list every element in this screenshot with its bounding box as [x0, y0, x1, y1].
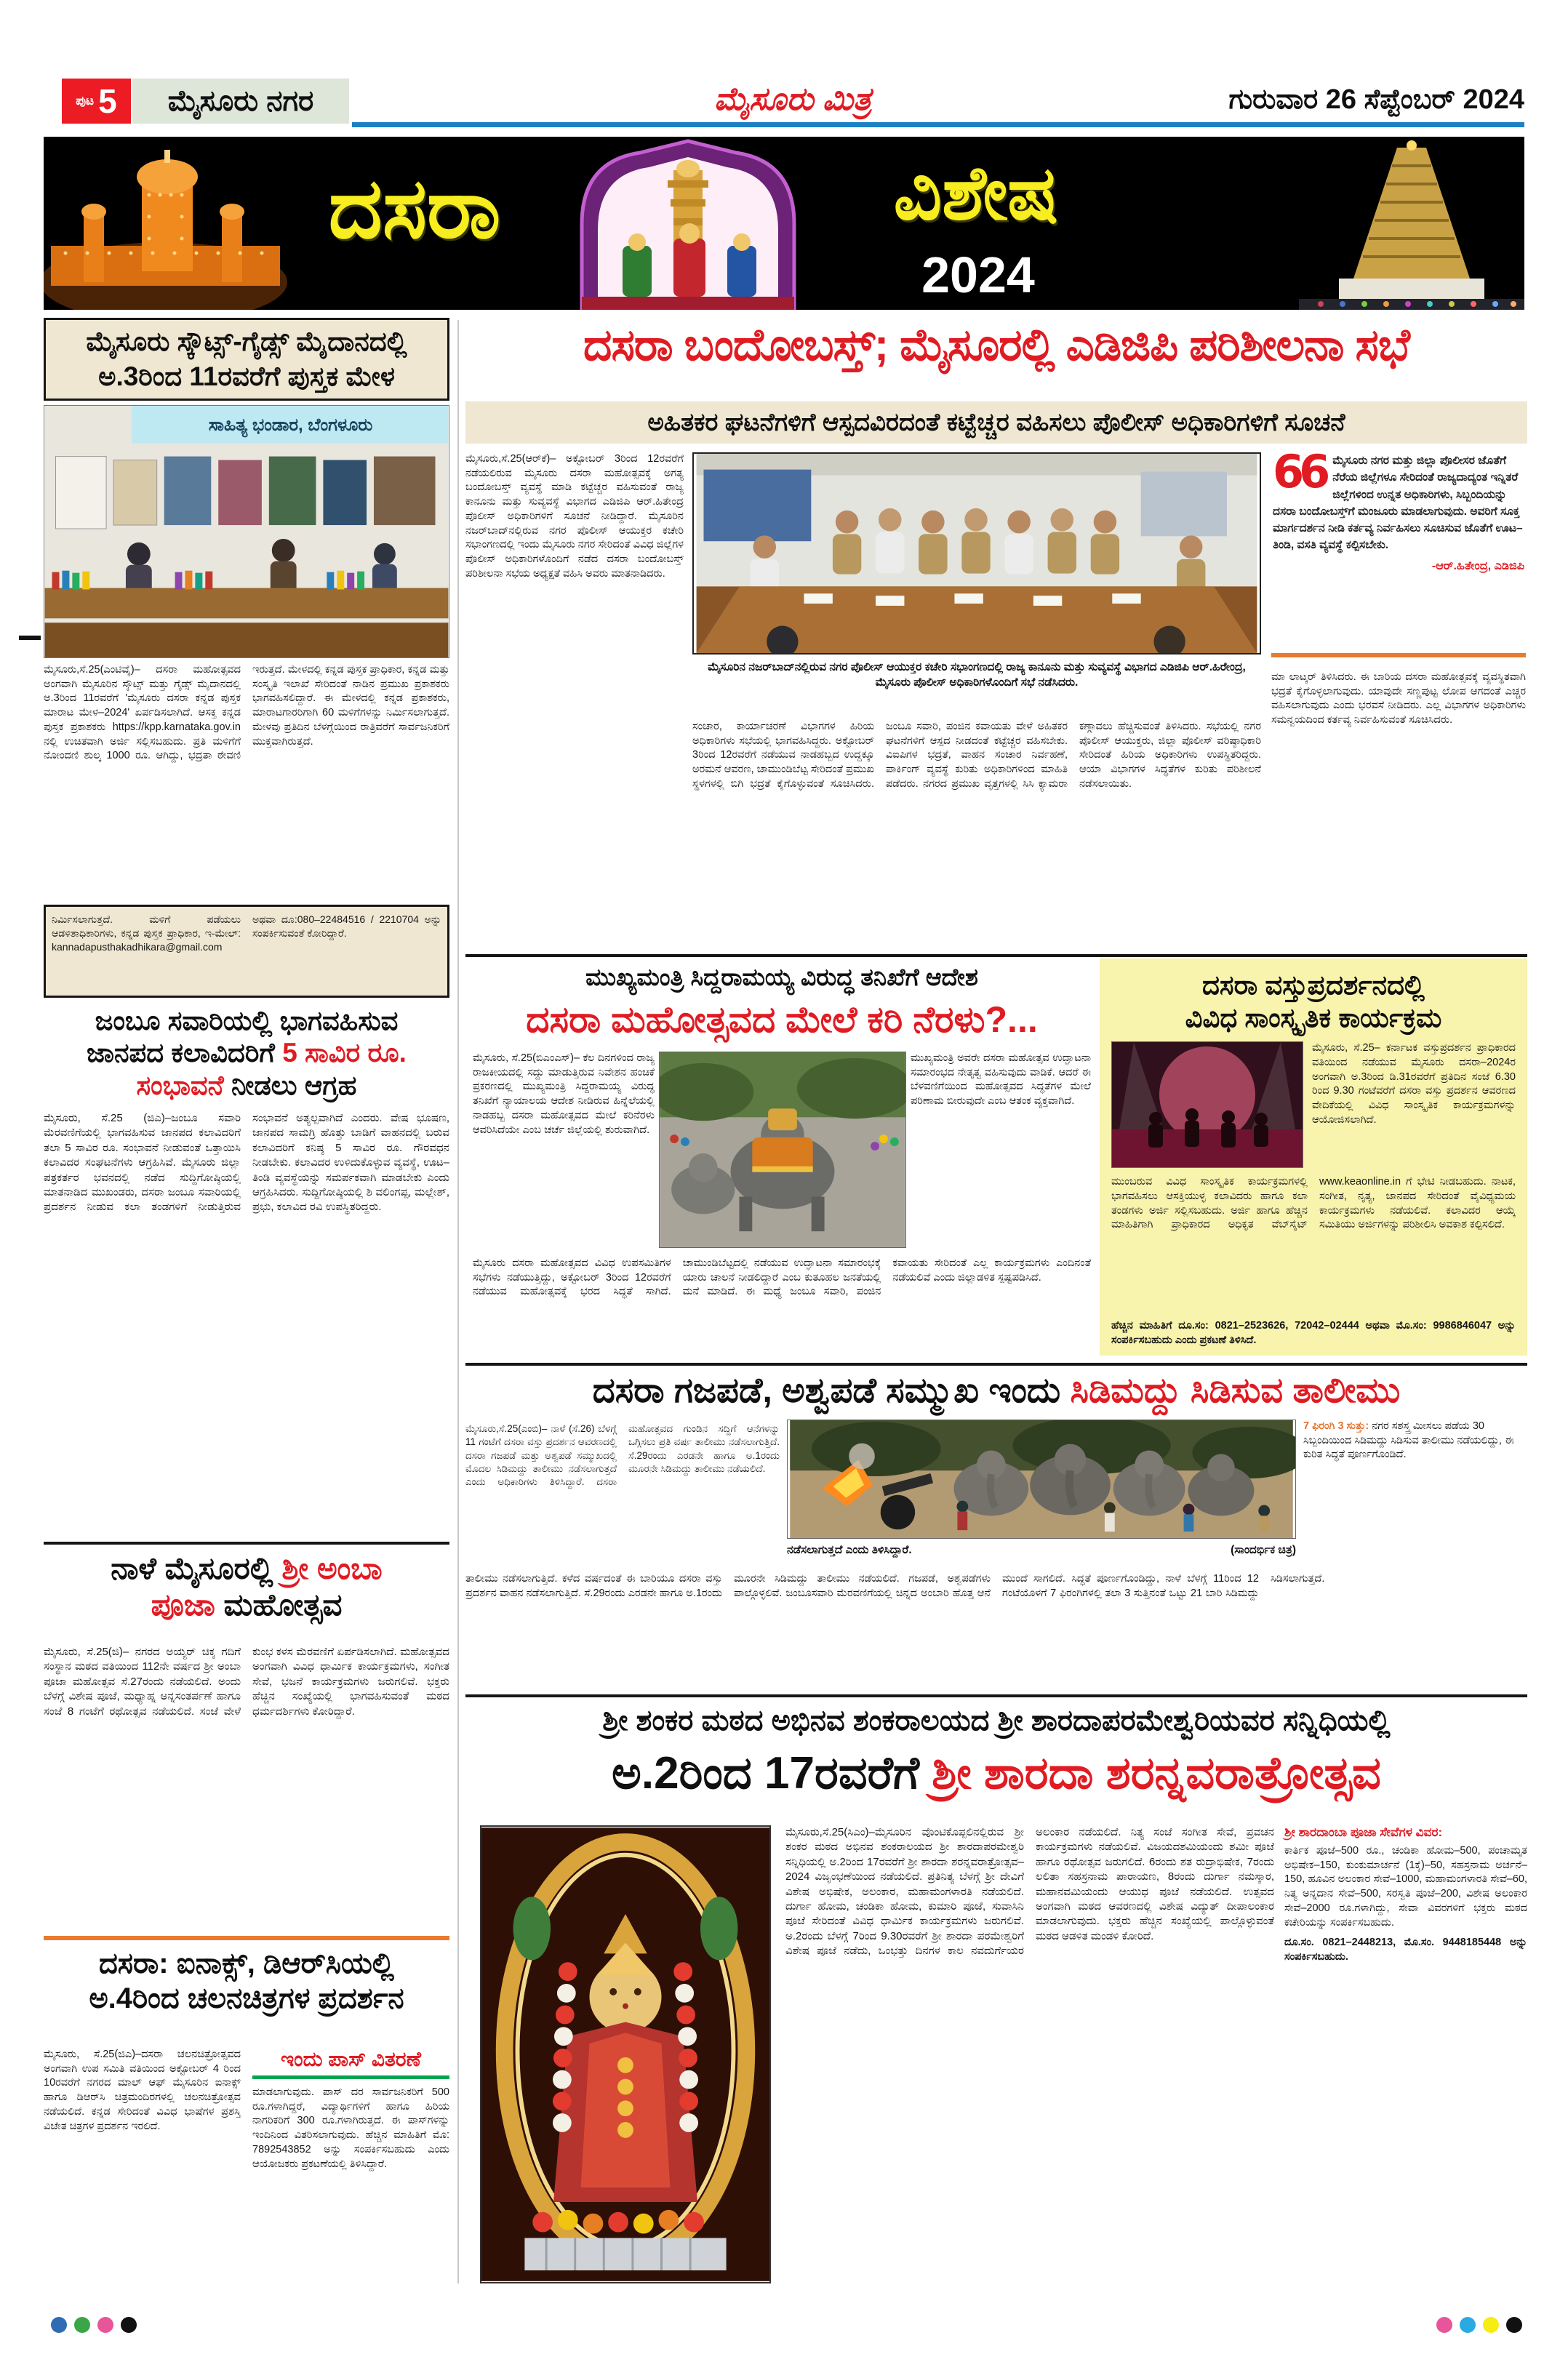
expo-body-top: ಮೈಸೂರು, ಸೆ.25– ಕರ್ನಾಟಕ ವಸ್ತುಪ್ರದರ್ಶನ ಪ್ರಾಧಿಕಾರದ ವತಿಯಿಂದ ನಡೆಯುವ ಮೈಸೂರು ದಸರಾ–2024ರ ಅಂಗವಾಗಿ ಅ.3ರಿಂದ ಡಿ.31ರವರೆಗೆ ಪ್ರತಿದಿನ ಸಂಜೆ 6.30 ರಿಂದ 9.30 ಗಂಟೆವರೆಗೆ ದಸರಾ ವಸ್ತು ಪ್ರದರ್ಶನ ಆವರಣದ ವೇದಿಕೆಯಲ್ಲಿ ವಿವಿಧ ಸಾಂಸ್ಕೃತಿಕ ಕಾರ್ಯಕ್ರಮಗಳನ್ನು ಆಯೋಜಿಸಲಾಗಿದೆ. [1312, 1042, 1516, 1126]
cannon-caption-tag: (ಸಾಂದರ್ಭಿಕ ಚಿತ್ರ) [1231, 1544, 1296, 1556]
adgp-body-left: ಮೈಸೂರು,ಸೆ.25(ಆರ್‌ಕೆ)– ಅಕ್ಟೋಬರ್ 3ರಿಂದ 12ರವರೆಗೆ ನಡೆಯಲಿರುವ ಮೈಸೂರು ದಸರಾ ಮಹೋತ್ಸವಕ್ಕೆ ಅಗತ್ಯ ಬಂದೋಬಸ್ತ್ ವ್ಯವಸ್ಥೆ ಮಾಡಿ ಕಟ್ಟೆಚ್ಚರ ವಹಿಸುವಂತೆ ರಾಜ್ಯ ಕಾನೂನು ಮತ್ತು ಸುವ್ಯವಸ್ಥೆ ವಿಭಾಗದ ಎಡಿಜಿಪಿ ಆರ್.ಹಿತೇಂದ್ರ ಪೊಲೀಸ್ ಅಧಿಕಾರಿಗಳಿಗೆ ಸೂಚನೆ ನೀಡಿದ್ದಾರೆ. ಮೈಸೂರಿನ ನಜರ್‌ಬಾದ್‌ನಲ್ಲಿರುವ ನಗರ ಪೊಲೀಸ್ ಆಯುಕ್ತರ ಕಚೇರಿ ಸಭಾಂಗಣದಲ್ಲಿ ಇಂದು ಮೈಸೂರು ನಗರ ಸೇರಿದಂತೆ ವಿವಿಧ ಜಿಲ್ಲೆಗಳ ಪೊಲೀಸ್ ಅಧಿಕಾರಿಗಳೊಂದಿಗೆ ನಡೆದ ದಸರಾ ಬಂದೋಬಸ್ತ್ ಪರಿಶೀಲನಾ ಸಭೆಯ ಅಧ್ಯಕ್ಷತೆ ವಹಿಸಿ ಅವರು ಮಾತನಾಡಿದರು. [465, 453, 684, 580]
adgp-meeting-photo [692, 452, 1261, 654]
banner-year: 2024 [921, 247, 1035, 303]
inox-headline [44, 1946, 449, 2016]
cannon-body-right-text: ನಗರ ಸಶಸ್ತ್ರ ಮೀಸಲು ಪಡೆಯ 30 ಸಿಬ್ಬಂದಿಯಿಂದ ಸಿಡಿಮದ್ದು ಸಿಡಿಸುವ ತಾಲೀಮು ನಡೆಯಲಿದ್ದು, ಈ ಕುರಿತ ಸಿದ್ಧತೆ ಪೂರ್ಣಗೊಂಡಿದೆ. [1303, 1420, 1514, 1461]
temple-gopuram-image [1299, 137, 1524, 310]
inox-body2: ಮಾಡಲಾಗುವುದು. ಪಾಸ್ ದರ ಸಾರ್ವಜನಿಕರಿಗೆ 500 ರೂ.ಗಳಾಗಿದ್ದರೆ, ವಿದ್ಯಾರ್ಥಿಗಳಿಗೆ ಹಾಗೂ ಹಿರಿಯ ನಾಗರಿಕರಿಗೆ 300 ರೂ.ಗಳಾಗಿರುತ್ತದೆ. ಈ ಪಾಸ್‌ಗಳನ್ನು ಇಂದಿನಿಂದ ವಿತರಿಸಲಾಗುವುದು. ಹೆಚ್ಚಿನ ಮಾಹಿತಿಗೆ ಮೊ: 7892543852 ಅನ್ನು ಸಂಪರ್ಕಿಸಬಹುದು ಎಂದು ಆಯೋಜಕರು ಪ್ರಕಟಣೆಯಲ್ಲಿ ತಿಳಿಸಿದ್ದಾರೆ. [252, 2086, 449, 2170]
jumbo-headline-line1: ಜಂಬೂ ಸವಾರಿಯಲ್ಲಿ ಭಾಗವಹಿಸುವ [95, 1006, 399, 1036]
expo-box [1100, 958, 1527, 1356]
cm-body-bottom: ಮೈಸೂರು ದಸರಾ ಮಹೋತ್ಸವದ ವಿವಿಧ ಉಪಸಮಿತಿಗಳ ಸಭೆಗಳು ನಡೆಯುತ್ತಿದ್ದು, ಅಕ್ಟೋಬರ್ 3ರಿಂದ 12ರವರೆಗೆ ನಡೆಯುವ ಮಹೋತ್ಸವಕ್ಕೆ ಭರದ ಸಿದ್ಧತೆ ಸಾಗಿದೆ. ಚಾಮುಂಡಿಬೆಟ್ಟದಲ್ಲಿ ನಡೆಯುವ ಉದ್ಘಾಟನಾ ಸಮಾರಂಭಕ್ಕೆ ಯಾರು ಚಾಲನೆ ನೀಡಲಿದ್ದಾರೆ ಎಂಬ ಕುತೂಹಲ ಜನತೆಯಲ್ಲಿ ಮನೆ ಮಾಡಿದೆ. ಈ ಮಧ್ಯೆ ಜಂಬೂ ಸವಾರಿ, ಪಂಜಿನ ಕವಾಯತು ಸೇರಿದಂತೆ ಎಲ್ಲ ಕಾರ್ಯಕ್ರಮಗಳು ಎಂದಿನಂತೆ ನಡೆಯಲಿವೆ ಎಂದು ಜಿಲ್ಲಾಡಳಿತ ಸ್ಪಷ್ಟಪಡಿಸಿದೆ. [473, 1257, 1091, 1298]
jumbo-headline-line2b: 5 ಸಾವಿರ ರೂ. [282, 1038, 407, 1068]
main-rule-1 [465, 954, 1527, 957]
print-dot-cyan [51, 2317, 67, 2333]
adgp-quote-attribution: -ಆರ್.ಹಿತೇಂದ್ರ, ಎಡಿಜಿಪಿ [1431, 559, 1524, 572]
inox-subhead: ಇಂದು ಪಾಸ್ ವಿತರಣೆ [280, 2048, 422, 2070]
sharada-seva-heading: ಶ್ರೀ ಶಾರದಾಂಬಾ ಪೂಜಾ ಸೇವೆಗಳ ವಿವರ: [1284, 1825, 1443, 1839]
cm-kicker: ಮುಖ್ಯಮಂತ್ರಿ ಸಿದ್ದರಾಮಯ್ಯ ವಿರುದ್ಧ ತನಿಖೆಗೆ ಆದೇಶ [585, 964, 978, 990]
banner-word-vishesha: ವಿಶೇಷ [893, 151, 1059, 235]
main-rule-3 [465, 1694, 1527, 1697]
expo-headline-line2: ವಿವಿಧ ಸಾಂಸ್ಕೃತಿಕ ಕಾರ್ಯಕ್ರಮ [1185, 1003, 1442, 1033]
inox-headline-line1: ದಸರಾ: ಐನಾಕ್ಸ್, ಡಿಆರ್‌ಸಿಯಲ್ಲಿ [98, 1947, 395, 1979]
cannon-headline-red: ಸಿಡಿಮದ್ದು ಸಿಡಿಸುವ ತಾಲೀಮು [1070, 1372, 1401, 1410]
cm-headline: ದಸರಾ ಮಹೋತ್ಸವದ ಮೇಲೆ ಕರಿ ನೆರಳು?... [526, 999, 1038, 1040]
expo-contact: ಹೆಚ್ಚಿನ ಮಾಹಿತಿಗೆ ದೂ.ಸಂ: 0821–2523626, 72042–02444 ಅಥವಾ ಮೊ.ಸಂ: 9986846047 ಅನ್ನು ಸಂಪರ್ಕಿಸಬಹುದು ಎಂದು ಪ್ರಕಟಣೆ ತಿಳಿಸಿದೆ. [1111, 1320, 1516, 1346]
page-number: 5 [98, 82, 117, 120]
print-marks-right [1436, 2317, 1529, 2337]
bookfair-contact-box: ನಿರ್ಮಿಸಲಾಗುತ್ತದೆ. ಮಳಿಗೆ ಪಡೆಯಲು ಆಡಳಿತಾಧಿಕಾರಿಗಳು, ಕನ್ನಡ ಪುಸ್ತಕ ಪ್ರಾಧಿಕಾರ, ಇ-ಮೇಲ್: kannadapusthakadhikara@gmail.com ಅಥವಾ ದೂ:080–22484516 / 2210704 ಅನ್ನು ಸಂಪರ್ಕಿಸುವಂತೆ ಕೋರಿದ್ದಾರೆ. [44, 905, 449, 998]
print-dot-black [1506, 2317, 1522, 2333]
left-orange-rule [44, 1936, 449, 1940]
amba-headline-line2b: ಮಹೋತ್ಸವ [215, 1588, 343, 1622]
inox-body-col1: ಮೈಸೂರು, ಸೆ.25(ಜಿಎ)–ದಸರಾ ಚಲನಚಿತ್ರೋತ್ಸವದ ಅಂಗವಾಗಿ ಉಪ ಸಮಿತಿ ವತಿಯಿಂದ ಅಕ್ಟೋಬರ್ 4 ರಿಂದ 10ರವರೆಗೆ ನಗರದ ಮಾಲ್ ಆಫ್ ಮೈಸೂರಿನ ಐನಾಕ್ಸ್ ಹಾಗೂ ಡಿಆರ್‌ಸಿ ಚಿತ್ರಮಂದಿರಗಳಲ್ಲಿ ಚಲನಚಿತ್ರೋತ್ಸವ ನಡೆಯಲಿದೆ. ಕನ್ನಡ ಸೇರಿದಂತೆ ವಿವಿಧ ಭಾಷೆಗಳ ಪ್ರಶಸ್ತಿ ವಿಜೇತ ಚಿತ್ರಗಳ ಪ್ರದರ್ಶನ ಇರಲಿದೆ. [44, 2049, 241, 2132]
cannon-body-bottom: ತಾಲೀಮು ನಡೆಸಲಾಗುತ್ತಿದೆ. ಕಳೆದ ವರ್ಷದಂತೆ ಈ ಬಾರಿಯೂ ದಸರಾ ವಸ್ತು ಪ್ರದರ್ಶನ ವಾಹನ ನಡೆಸಲಾಗುತ್ತಿದೆ. ಸೆ.29ರಂದು ಎರಡನೇ ಹಾಗೂ ಅ.1ರಂದು ಮೂರನೇ ಸಿಡಿಮದ್ದು ತಾಲೀಮು ನಡೆಯಲಿದೆ. ಗಜಪಡೆ, ಅಶ್ವಪಡೆಗಳು ಪಾಲ್ಗೊಳ್ಳಲಿವೆ. ಜಂಬೂಸವಾರಿ ಮೆರವಣಿಗೆಯಲ್ಲಿ ಚಿನ್ನದ ಅಂಬಾರಿ ಹೊತ್ತ ಆನೆ ಮುಂದೆ ಸಾಗಲಿದೆ. ಸಿದ್ಧತೆ ಪೂರ್ಣಗೊಂಡಿದ್ದು, ನಾಳೆ ಬೆಳಗ್ಗೆ 11ರಿಂದ 12 ಗಂಟೆಯೊಳಗೆ 7 ಫಿರಂಗಿಗಳಲ್ಲಿ ತಲಾ 3 ಸುತ್ತಿನಂತೆ ಒಟ್ಟು 21 ಬಾರಿ ಸಿಡಿಮದ್ದು ಸಿಡಿಸಲಾಗುತ್ತದೆ. [465, 1573, 1325, 1599]
cm-body-left: ಮೈಸೂರು, ಸೆ.25(ಬಿಎಂಎಸ್)– ಕೆಲ ದಿನಗಳಿಂದ ರಾಜ್ಯ ರಾಜಕೀಯದಲ್ಲಿ ಸದ್ದು ಮಾಡುತ್ತಿರುವ ನಿವೇಶನ ಹಂಚಿಕೆ ಪ್ರಕರಣದಲ್ಲಿ ಮುಖ್ಯಮಂತ್ರಿ ಸಿದ್ದರಾಮಯ್ಯ ವಿರುದ್ಧ ತನಿಖೆಗೆ ನ್ಯಾಯಾಲಯ ಆದೇಶ ನೀಡಿರುವ ಹಿನ್ನೆಲೆಯಲ್ಲಿ ನಾಡಹಬ್ಬ ದಸರಾ ಮಹೋತ್ಸವದ ಮೇಲೆ ಕರಿನೆರಳು ಆವರಿಸಿದೆಯೇ ಎಂಬ ಚರ್ಚೆ ಜಿಲ್ಲೆಯಲ್ಲಿ ಶುರುವಾಗಿದೆ. [473, 1052, 655, 1136]
header-blue-rule [352, 122, 1524, 127]
print-dot-cyan [1460, 2317, 1476, 2333]
inox-body-wrap [44, 2048, 449, 2288]
sharada-headline-black: ಅ.2ರಿಂದ 17ರವರೆಗೆ [612, 1748, 932, 1798]
cannon-photo [787, 1420, 1296, 1539]
bookfair-photo [44, 405, 449, 658]
paper-name: ಮೈಸೂರು ಮಿತ್ರ [713, 81, 872, 117]
adgp-quote-box [1271, 445, 1526, 657]
adgp-body-right: ಮಾ ಲಾಟ್ಕರ್ ತಿಳಿಸಿದರು. ಈ ಬಾರಿಯ ದಸರಾ ಮಹೋತ್ಸವಕ್ಕೆ ವ್ಯವಸ್ಥಿತವಾಗಿ ಭದ್ರತೆ ಕೈಗೊಳ್ಳಲಾಗುವುದು. ಯಾವುದೇ ಸಣ್ಣಪುಟ್ಟ ಲೋಪ ಆಗದಂತೆ ಎಚ್ಚರ ವಹಿಸಲಾಗುವುದು ಎಂದು ಭರವಸೆ ನೀಡಿದರು. ಎಲ್ಲ ವಿಭಾಗಗಳ ಅಧಿಕಾರಿಗಳು ಸಮನ್ವಯದಿಂದ ಕರ್ತವ್ಯ ನಿರ್ವಹಿಸುವಂತೆ ಸೂಚಿಸಿದರು. [1271, 671, 1526, 726]
amba-headline-line1b: ಶ್ರೀ ಅಂಬಾ [281, 1551, 383, 1585]
cannon-lead-orange: 7 ಫಿರಂಗಿ 3 ಸುತ್ತು: [1303, 1420, 1372, 1432]
bookfair-banner-text: ಸಾಹಿತ್ಯ ಭಂಡಾರ, ಬೆಂಗಳೂರು [208, 415, 373, 435]
section-title: ಮೈಸೂರು ನಗರ [132, 79, 349, 124]
dasara-banner [44, 137, 1524, 310]
sharada-contact: ದೂ.ಸಂ. 0821–2448213, ಮೊ.ಸಂ. 9448185448 ಅನ್ನು ಸಂಪರ್ಕಿಸಬಹುದು. [1284, 1937, 1527, 1963]
cm-elephant-photo [659, 1052, 906, 1248]
sharada-headline [465, 1747, 1527, 1801]
expo-headline-line1: ದಸರಾ ವಸ್ತುಪ್ರದರ್ಶನದಲ್ಲಿ [1202, 970, 1425, 1000]
sharada-body: ಮೈಸೂರು,ಸೆ.25(ಸಿಎಂ)–ಮೈಸೂರಿನ ವೊಂಟಿಕೊಪ್ಪಲಿನಲ್ಲಿರುವ ಶ್ರೀ ಶಂಕರ ಮಠದ ಅಭಿನವ ಶಂಕರಾಲಯದ ಶ್ರೀ ಶಾರದಾಪರಮೇಶ್ವರಿ ಸನ್ನಿಧಿಯಲ್ಲಿ ಅ.2ರಿಂದ 17ರವರೆಗೆ ಶ್ರೀ ಶಾರದಾ ಶರನ್ನವರಾತ್ರೋತ್ಸವ–2024 ವಿಜೃಂಭಣೆಯಿಂದ ನಡೆಯಲಿದೆ. ಪ್ರತಿನಿತ್ಯ ಬೆಳಗ್ಗೆ ಶ್ರೀ ದೇವಿಗೆ ವಿಶೇಷ ಅಭಿಷೇಕ, ಅಲಂಕಾರ, ಮಹಾಮಂಗಳಾರತಿ ನಡೆಯಲಿದೆ. ದುರ್ಗಾ ಹೋಮ, ಚಂಡಿಕಾ ಹೋಮ, ಕುಮಾರಿ ಪೂಜೆ, ಸುವಾಸಿನಿ ಪೂಜೆ ಸೇರಿದಂತೆ ವಿವಿಧ ಧಾರ್ಮಿಕ ಕಾರ್ಯಕ್ರಮಗಳು ಜರುಗಲಿವೆ. ಅ.2ರಂದು ಬೆಳಗ್ಗೆ 7ರಿಂದ 9.30ರವರೆಗೆ ಶ್ರೀ ಶಾರದಾ ಪರಮೇಶ್ವರಿಗೆ ವಿಶೇಷ ಪೂಜೆ ನಡೆದು, ಒಂಭತ್ತು ದಿನಗಳ ಕಾಲ ನವದುರ್ಗೆಯರ ಅಲಂಕಾರ ನಡೆಯಲಿದೆ. ನಿತ್ಯ ಸಂಜೆ ಸಂಗೀತ ಸೇವೆ, ಪ್ರವಚನ ಕಾರ್ಯಕ್ರಮಗಳು ನಡೆಯಲಿವೆ. ವಿಜಯದಶಮಿಯಂದು ಶಮೀ ಪೂಜೆ ಹಾಗೂ ರಥೋತ್ಸವ ಜರುಗಲಿದೆ. 6ರಂದು ಶತ ರುದ್ರಾಭಿಷೇಕ, 7ರಂದು ಲಲಿತಾ ಸಹಸ್ರನಾಮ ಪಾರಾಯಣ, 8ರಂದು ದುರ್ಗಾ ನಮಸ್ಕಾರ, ಮಹಾನವಮಿಯಂದು ಆಯುಧ ಪೂಜೆ ನಡೆಯಲಿದೆ. ಉತ್ಸವದ ಅಂಗವಾಗಿ ಮಠದ ಆವರಣದಲ್ಲಿ ವಿಶೇಷ ವಿದ್ಯುತ್ ದೀಪಾಲಂಕಾರ ಮಾಡಲಾಗುವುದು. ಭಕ್ತರು ಹೆಚ್ಚಿನ ಸಂಖ್ಯೆಯಲ್ಲಿ ಪಾಲ್ಗೊಳ್ಳುವಂತೆ ಮಠದ ಆಡಳಿತ ಮಂಡಳಿ ಕೋರಿದೆ. [785, 1826, 1274, 1958]
adgp-subhead: ಅಹಿತಕರ ಘಟನೆಗಳಿಗೆ ಆಸ್ಪದವಿರದಂತೆ ಕಟ್ಟೆಚ್ಚರ ವಹಿಸಲು ಪೊಲೀಸ್ ಅಧಿಕಾರಿಗಳಿಗೆ ಸೂಚನೆ [465, 401, 1527, 444]
sharada-seva-column [1284, 1825, 1527, 2285]
print-dot-magenta [97, 2317, 113, 2333]
jumbo-headline-line3b: ನೀಡಲು ಆಗ್ರಹ [223, 1070, 357, 1100]
cannon-headline-black: ದಸರಾ ಗಜಪಡೆ, ಅಶ್ವಪಡೆ ಸಮ್ಮುಖ ಇಂದು [592, 1372, 1071, 1410]
jumbo-headline-line3a: ಸಂಭಾವನೆ [136, 1070, 224, 1100]
edition-date: ಗುರುವಾರ 26 ಸೆಪ್ಟೆಂಬರ್ 2024 [1228, 84, 1524, 115]
print-marks-left [51, 2317, 144, 2337]
sharada-kicker: ಶ್ರೀ ಶಂಕರ ಮಠದ ಅಭಿನವ ಶಂಕರಾಲಯದ ಶ್ರೀ ಶಾರದಾಪರಮೇಶ್ವರಿಯವರ ಸನ್ನಿಧಿಯಲ್ಲಿ [602, 1705, 1391, 1737]
adgp-body-mid: ಸಂಚಾರ, ಕಾರ್ಯಾಚರಣೆ ವಿಭಾಗಗಳ ಹಿರಿಯ ಅಧಿಕಾರಿಗಳು ಸಭೆಯಲ್ಲಿ ಭಾಗವಹಿಸಿದ್ದರು. ಅಕ್ಟೋಬರ್ 3ರಿಂದ 12ರವರೆಗೆ ನಡೆಯುವ ನಾಡಹಬ್ಬದ ಉದ್ದಕ್ಕೂ ಅರಮನೆ ಆವರಣ, ಚಾಮುಂಡಿಬೆಟ್ಟ ಸೇರಿದಂತೆ ಪ್ರಮುಖ ಸ್ಥಳಗಳಲ್ಲಿ ಬಿಗಿ ಭದ್ರತೆ ಕೈಗೊಳ್ಳುವಂತೆ ಸೂಚಿಸಿದರು. ಜಂಬೂ ಸವಾರಿ, ಪಂಜಿನ ಕವಾಯತು ವೇಳೆ ಅಹಿತಕರ ಘಟನೆಗಳಿಗೆ ಆಸ್ಪದ ನೀಡದಂತೆ ಕಟ್ಟೆಚ್ಚರ ವಹಿಸಬೇಕು. ವಿಐಪಿಗಳ ಭದ್ರತೆ, ವಾಹನ ಸಂಚಾರ ನಿರ್ವಹಣೆ, ಪಾರ್ಕಿಂಗ್ ವ್ಯವಸ್ಥೆ ಕುರಿತು ಅಧಿಕಾರಿಗಳಿಂದ ಮಾಹಿತಿ ಪಡೆದರು. ನಗರದ ಪ್ರಮುಖ ವೃತ್ತಗಳಲ್ಲಿ ಸಿಸಿ ಕ್ಯಾಮರಾ ಕಣ್ಗಾವಲು ಹೆಚ್ಚಿಸುವಂತೆ ತಿಳಿಸಿದರು. ಸಭೆಯಲ್ಲಿ ನಗರ ಪೊಲೀಸ್ ಆಯುಕ್ತರು, ಜಿಲ್ಲಾ ಪೊಲೀಸ್ ವರಿಷ್ಠಾಧಿಕಾರಿ ಸೇರಿದಂತೆ ಹಿರಿಯ ಅಧಿಕಾರಿಗಳು ಉಪಸ್ಥಿತರಿದ್ದರು. ಆಯಾ ವಿಭಾಗಗಳ ಸಿದ್ಧತೆಗಳ ಕುರಿತು ಪರಿಶೀಲನೆ ನಡೆಸಲಾಯಿತು. [692, 721, 1261, 790]
left-rule-1 [44, 1542, 449, 1545]
column-divider [457, 320, 459, 2283]
expo-photo-row [1111, 1041, 1516, 1168]
print-dot-magenta [1436, 2317, 1452, 2333]
cannon-caption: ನಡೆಸಲಾಗುತ್ತದೆ ಎಂದು ತಿಳಿಸಿದ್ದಾರೆ. [787, 1544, 912, 1556]
banner-word-dasara: ದಸರಾ [328, 162, 501, 255]
inox-body-col2 [252, 2048, 449, 2288]
print-dot-black [121, 2317, 137, 2333]
page-label: ಪುಟ [76, 94, 95, 108]
adgp-headline: ದಸರಾ ಬಂದೋಬಸ್ತ್; ಮೈಸೂರಲ್ಲಿ ಎಡಿಜಿಪಿ ಪರಿಶೀಲನಾ ಸಭೆ [583, 320, 1409, 369]
sharada-headline-red: ಶ್ರೀ ಶಾರದಾ ಶರನ್ನವರಾತ್ರೋತ್ಸವ [932, 1748, 1381, 1798]
cannon-body-right [1303, 1420, 1527, 1568]
amba-headline [44, 1550, 449, 1624]
bookfair-body: ಮೈಸೂರು,ಸೆ.25(ಎಂಟಿವೈ)– ದಸರಾ ಮಹೋತ್ಸವದ ಅಂಗವಾಗಿ ಮೈಸೂರಿನ ಸ್ಕೌಟ್ಸ್ ಮತ್ತು ಗೈಡ್ಸ್ ಮೈದಾನದಲ್ಲಿ ಅ.3ರಿಂದ 11ರವರೆಗೆ 'ಮೈಸೂರು ದಸರಾ ಕನ್ನಡ ಪುಸ್ತಕ ಮಾರಾಟ ಮೇಳ–2024' ಏರ್ಪಡಿಸಲಾಗಿದೆ. ಆಸಕ್ತ ಕನ್ನಡ ಪುಸ್ತಕ ಪ್ರಕಾಶಕರು https://kpp.karnataka.gov.in ನಲ್ಲಿ ಉಚಿತವಾಗಿ ಅರ್ಜಿ ಸಲ್ಲಿಸಬಹುದು. ಪ್ರತಿ ಮಳಿಗೆಗೆ ನೋಂದಣಿ ಶುಲ್ಕ 1000 ರೂ. ಆಗಿದ್ದು, ಭದ್ರತಾ ಠೇವಣಿ ಇರುತ್ತದೆ. ಮೇಳದಲ್ಲಿ ಕನ್ನಡ ಪುಸ್ತಕ ಪ್ರಾಧಿಕಾರ, ಕನ್ನಡ ಮತ್ತು ಸಂಸ್ಕೃತಿ ಇಲಾಖೆ ಸೇರಿದಂತೆ ನಾಡಿನ ಪ್ರಮುಖ ಪ್ರಕಾಶಕರು ಭಾಗವಹಿಸಲಿದ್ದಾರೆ. ಈ ಮೇಳದಲ್ಲಿ ಕನ್ನಡ ಪ್ರಕಾಶಕರು, ಮಾರಾಟಗಾರರಿಗಾಗಿ 60 ಮಳಿಗೆಗಳನ್ನು ನಿರ್ಮಿಸಲಾಗುತ್ತದೆ. ಮೇಳವು ಪ್ರತಿದಿನ ಬೆಳಗ್ಗೆಯಿಂದ ರಾತ್ರಿವರೆಗೆ ಸಾರ್ವಜನಿಕರಿಗೆ ಮುಕ್ತವಾಗಿರುತ್ತದೆ. [44, 664, 449, 762]
page-number-box [62, 79, 131, 124]
jumbo-headline [44, 1005, 449, 1102]
quote-mark-icon: 66 [1273, 445, 1326, 498]
amba-headline-line1a: ನಾಳೆ ಮೈಸೂರಲ್ಲಿ [111, 1551, 282, 1585]
print-dot-green [74, 2317, 90, 2333]
bookfair-headline: ಮೈಸೂರು ಸ್ಕೌಟ್ಸ್-ಗೈಡ್ಸ್ ಮೈದಾನದಲ್ಲಿ ಅ.3ರಿಂದ 11ರವರೆಗೆ ಪುಸ್ತಕ ಮೇಳ [44, 318, 449, 401]
cannon-headline [465, 1370, 1527, 1412]
cannon-caption-row [787, 1543, 1296, 1568]
registration-dash [19, 636, 41, 640]
sharada-seva-body: ಕಾರ್ತಿಕ ಪೂಜೆ–500 ರೂ., ಚಂಡಿಕಾ ಹೋಮ–500, ಪಂಚಾಮೃತ ಅಭಿಷೇಕ–150, ಕುಂಕುಮಾರ್ಚನೆ (1ಕ್ಕೆ)–50, ಸಹಸ್ರನಾಮ ಅರ್ಚನೆ–150, ಹೂವಿನ ಅಲಂಕಾರ ಸೇವೆ–1000, ಮಹಾಮಂಗಳಾರತಿ ಸೇವೆ–60, ನಿತ್ಯ ಅನ್ನದಾನ ಸೇವೆ–500, ಸರಸ್ವತಿ ಪೂಜೆ–200, ವಿಶೇಷ ಅಲಂಕಾರ ಸೇವೆ–2000 ರೂ.ಗಳಾಗಿದ್ದು, ಸೇವಾ ವಿವರಗಳಿಗೆ ಭಕ್ತರು ಮಠದ ಕಚೇರಿಯನ್ನು ಸಂಪರ್ಕಿಸಬಹುದು. [1284, 1845, 1527, 1929]
deity-arch-image [553, 137, 823, 310]
cm-body-right: ಮುಖ್ಯಮಂತ್ರಿ ಅವರೇ ದಸರಾ ಮಹೋತ್ಸವ ಉದ್ಘಾಟನಾ ಸಮಾರಂಭದ ನೇತೃತ್ವ ವಹಿಸುವುದು ವಾಡಿಕೆ. ಆದರೆ ಈ ಬೆಳವಣಿಗೆಯಿಂದ ಮಹೋತ್ಸವದ ಸಿದ್ಧತೆಗಳ ಮೇಲೆ ಪರಿಣಾಮ ಬೀರುವುದೇ ಎಂಬ ಆತಂಕ ವ್ಯಕ್ತವಾಗಿದೆ. [911, 1052, 1091, 1108]
adgp-photo-caption: ಮೈಸೂರಿನ ನಜರ್‌ಬಾದ್‌ನಲ್ಲಿರುವ ನಗರ ಪೊಲೀಸ್ ಆಯುಕ್ತರ ಕಚೇರಿ ಸಭಾಂಗಣದಲ್ಲಿ ರಾಜ್ಯ ಕಾನೂನು ಮತ್ತು ಸುವ್ಯವಸ್ಥೆ ವಿಭಾಗದ ಎಡಿಜಿಪಿ ಆರ್.ಹಿರೇಂದ್ರ, ಮೈಸೂರು ಪೊಲೀಸ್ ಅಧಿಕಾರಿಗಳೊಂದಿಗೆ ಸಭೆ ನಡೆಸಿದರು. [708, 661, 1246, 689]
print-dot-yellow [1483, 2317, 1499, 2333]
jumbo-body: ಮೈಸೂರು, ಸೆ.25 (ಜಿಎ)–ಜಂಬೂ ಸವಾರಿ ಮೆರವಣಿಗೆಯಲ್ಲಿ ಭಾಗವಹಿಸುವ ಜಾನಪದ ಕಲಾವಿದರಿಗೆ ತಲಾ 5 ಸಾವಿರ ರೂ. ಸಂಭಾವನೆ ನೀಡುವಂತೆ ಒತ್ತಾಯಿಸಿ ಕಲಾವಿದರ ಸಂಘಟನೆಗಳು ಆಗ್ರಹಿಸಿವೆ. ಮೈಸೂರು ಜಿಲ್ಲಾ ಪತ್ರಕರ್ತರ ಭವನದಲ್ಲಿ ನಡೆದ ಸುದ್ದಿಗೋಷ್ಠಿಯಲ್ಲಿ ಮಾತನಾಡಿದ ಮುಖಂಡರು, ದಸರಾ ಜಂಬೂ ಸವಾರಿಯಲ್ಲಿ ಪ್ರದರ್ಶನ ನೀಡುವ ಕಲಾ ತಂಡಗಳಿಗೆ ನೀಡುತ್ತಿರುವ ಸಂಭಾವನೆ ಅತ್ಯಲ್ಪವಾಗಿದೆ ಎಂದರು. ವೇಷ ಭೂಷಣ, ಜಾನಪದ ಸಾಮಗ್ರಿ ಹೊತ್ತು ಬಾಡಿಗೆ ವಾಹನದಲ್ಲಿ ಬರುವ ಕಲಾವಿದರಿಗೆ ಕನಿಷ್ಠ 5 ಸಾವಿರ ರೂ. ಗೌರವಧನ ನೀಡಬೇಕು. ಕಲಾವಿದರ ಉಳಿದುಕೊಳ್ಳುವ ವ್ಯವಸ್ಥೆ, ಊಟ–ತಿಂಡಿ ವ್ಯವಸ್ಥೆಯನ್ನು ಸಮರ್ಪಕವಾಗಿ ಮಾಡಬೇಕು ಎಂದು ಆಗ್ರಹಿಸಿದರು. ಸುದ್ದಿಗೋಷ್ಠಿಯಲ್ಲಿ ಶಿ ವಲಿಂಗಪ್ಪ, ಮಲ್ಲೇಶ್, ಪ್ರಭು, ಕಲಾವಿದ ರವಿ ಉಪಸ್ಥಿತರಿದ್ದರು. [44, 1112, 449, 1214]
expo-body-more: ಮುಂಬರುವ ವಿವಿಧ ಸಾಂಸ್ಕೃತಿಕ ಕಾರ್ಯಕ್ರಮಗಳಲ್ಲಿ ಭಾಗವಹಿಸಲು ಆಸಕ್ತಿಯುಳ್ಳ ಕಲಾವಿದರು ಹಾಗೂ ಕಲಾ ತಂಡಗಳು ಅರ್ಜಿ ಸಲ್ಲಿಸಬಹುದು. ಅರ್ಜಿ ಹಾಗೂ ಹೆಚ್ಚಿನ ಮಾಹಿತಿಗಾಗಿ ಪ್ರಾಧಿಕಾರದ ಅಧಿಕೃತ ವೆಬ್‌ಸೈಟ್ www.keaonline.in ಗೆ ಭೇಟಿ ನೀಡಬಹುದು. ನಾಟಕ, ಸಂಗೀತ, ನೃತ್ಯ, ಜಾನಪದ ಸೇರಿದಂತೆ ವೈವಿಧ್ಯಮಯ ಕಾರ್ಯಕ್ರಮಗಳು ನಡೆಯಲಿವೆ. ಕಲಾವಿದರ ಆಯ್ಕೆ ಸಮಿತಿಯು ಅರ್ಜಿಗಳನ್ನು ಪರಿಶೀಲಿಸಿ ಅವಕಾಶ ಕಲ್ಪಿಸಲಿದೆ. [1111, 1176, 1516, 1231]
adgp-quote-text: ಮೈಸೂರು ನಗರ ಮತ್ತು ಜಿಲ್ಲಾ ಪೊಲೀಸರ ಜೊತೆಗೆ ನೆರೆಯ ಜಿಲ್ಲೆಗಳೂ ಸೇರಿದಂತೆ ರಾಜ್ಯದಾದ್ಯಂತ ಇನ್ನಿತರೆ ಜಿಲ್ಲೆಗಳಿಂದ ಉನ್ನತ ಅಧಿಕಾರಿಗಳು, ಸಿಬ್ಬಂದಿಯನ್ನು ದಸರಾ ಬಂದೋಬಸ್ತ್‌ಗೆ ಮಂಜೂರು ಮಾಡಲಾಗುವುದು. ಅವರಿಗೆ ಸೂಕ್ತ ಮಾರ್ಗದರ್ಶನ ನೀಡಿ ಕರ್ತವ್ಯ ನಿರ್ವಹಿಸಲು ಸೂಚಿಸುವ ಜೊತೆಗೆ ಊಟ–ತಿಂಡಿ, ವಸತಿ ವ್ಯವಸ್ಥೆ ಕಲ್ಪಿಸಬೇಕು. [1273, 455, 1523, 552]
amba-body: ಮೈಸೂರು, ಸೆ.25(ಜಿ)– ನಗರದ ಅಯ್ಯರ್ ಚಿಕ್ಕ ಗದಿಗೆ ಸಂಸ್ಥಾನ ಮಠದ ವತಿಯಿಂದ 112ನೇ ವರ್ಷದ ಶ್ರೀ ಅಂಬಾ ಪೂಜಾ ಮಹೋತ್ಸವ ಸೆ.27ರಂದು ನಡೆಯಲಿದೆ. ಅಂದು ಬೆಳಗ್ಗೆ ವಿಶೇಷ ಪೂಜೆ, ಮಧ್ಯಾಹ್ನ ಅನ್ನಸಂತರ್ಪಣೆ ಹಾಗೂ ಸಂಜೆ 8 ಗಂಟೆಗೆ ರಥೋತ್ಸವ ನಡೆಯಲಿದೆ. ಸಂಜೆ ವೇಳೆ ಕುಂಭ ಕಳಸ ಮೆರವಣಿಗೆ ಏರ್ಪಡಿಸಲಾಗಿದೆ. ಮಹೋತ್ಸವದ ಅಂಗವಾಗಿ ವಿವಿಧ ಧಾರ್ಮಿಕ ಕಾರ್ಯಕ್ರಮಗಳು, ಸಂಗೀತ ಸೇವೆ, ಭಜನೆ ಕಾರ್ಯಕ್ರಮಗಳು ಜರುಗಲಿವೆ. ಭಕ್ತರು ಹೆಚ್ಚಿನ ಸಂಖ್ಯೆಯಲ್ಲಿ ಭಾಗವಹಿಸುವಂತೆ ಮಠದ ಧರ್ಮದರ್ಶಿಗಳು ಕೋರಿದ್ದಾರೆ. [44, 1646, 449, 1718]
cannon-body-left: ಮೈಸೂರು,ಸೆ.25(ಎಂಬಿ)– ನಾಳೆ (ಸೆ.26) ಬೆಳಗ್ಗೆ 11 ಗಂಟೆಗೆ ದಸರಾ ವಸ್ತು ಪ್ರದರ್ಶನ ಆವರಣದಲ್ಲಿ ದಸರಾ ಗಜಪಡೆ ಮತ್ತು ಅಶ್ವಪಡೆ ಸಮ್ಮುಖದಲ್ಲಿ ಮೊದಲ ಸಿಡಿಮದ್ದು ತಾಲೀಮು ನಡೆಸಲಾಗುತ್ತದೆ ಎಂದು ಅಧಿಕಾರಿಗಳು ತಿಳಿಸಿದ್ದಾರೆ. ದಸರಾ ಮಹೋತ್ಸವದ ಗುಂಡಿನ ಸದ್ದಿಗೆ ಆನೆಗಳನ್ನು ಒಗ್ಗಿಸಲು ಪ್ರತಿ ವರ್ಷ ತಾಲೀಮು ನಡೆಸಲಾಗುತ್ತಿದೆ. ಸೆ.29ರಂದು ಎರಡನೇ ಹಾಗೂ ಅ.1ರಂದು ಮೂರನೇ ಸಿಡಿಮದ್ದು ತಾಲೀಮು ನಡೆಯಲಿದೆ. [465, 1423, 780, 1488]
expo-stage-photo [1111, 1041, 1303, 1168]
palace-illumination-image [44, 137, 287, 310]
sharada-deity-photo [480, 1825, 771, 2283]
main-rule-2 [465, 1363, 1527, 1366]
inox-headline-line2: ಅ.4ರಿಂದ ಚಲನಚಿತ್ರಗಳ ಪ್ರದರ್ಶನ [89, 1982, 404, 2014]
amba-headline-line2a: ಪೂಜಾ [151, 1588, 215, 1622]
jumbo-headline-line2a: ಜಾನಪದ ಕಲಾವಿದರಿಗೆ [87, 1038, 283, 1068]
inox-green-rule [252, 2075, 449, 2079]
